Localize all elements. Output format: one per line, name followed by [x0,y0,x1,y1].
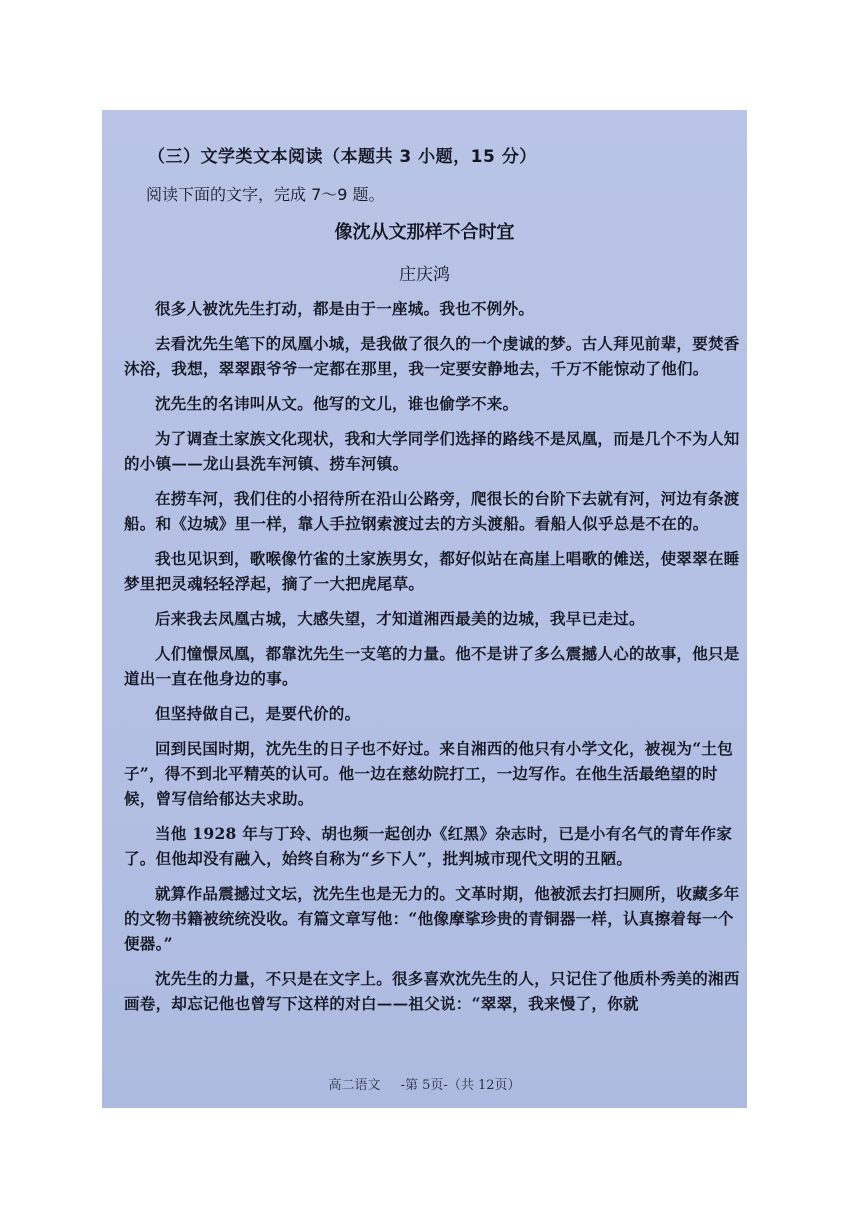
paragraph: 在捞车河，我们住的小招待所在沿山公路旁，爬很长的台阶下去就有河，河边有条渡船。和《边城》里一样，靠人手拉钢索渡过去的方头渡船。看船人似乎总是不在的。 [124,489,740,533]
paragraph: 很多人被沈先生打动，都是由于一座城。我也不例外。 [155,299,535,318]
section-instruction: 阅读下面的文字，完成 7～9 题。 [146,185,385,204]
paragraph: 后来我去凤凰古城，大感失望，才知道湘西最美的边城，我早已走过。 [155,609,645,628]
footer-subject: 高二语文 [328,1078,381,1093]
paragraph: 但坚持做自己，是要代价的。 [155,704,361,723]
article-title: 像沈从文那样不合时宜 [334,222,515,243]
paragraph: 当他 1928 年与丁玲、胡也频一起创办《红黑》杂志时，已是小有名气的青年作家了。但他却没有融入，始终自称为“乡下人”，批判城市现代文明的丑陋。 [124,824,733,868]
paragraph: 沈先生的力量，不只是在文字上。很多喜欢沈先生的人，只记住了他质朴秀美的湘西画卷，却忘记他也曾写下这样的对白——祖父说：“翠翠，我来慢了，你就 [124,969,740,1013]
paragraph: 回到民国时期，沈先生的日子也不好过。来自湘西的他只有小学文化，被视为“土包子”，得不到北平精英的认可。他一边在慈幼院打工，一边写作。在他生活最绝望的时候，曾写信给郁达夫求助。 [124,739,734,808]
page-footer [102,1074,747,1093]
footer-page-number: -第 5页-（共 12页） [400,1078,521,1093]
exam-page [102,110,747,1108]
paragraph: 去看沈先生笔下的凤凰小城，是我做了很久的一个虔诚的梦。古人拜见前辈，要焚香沐浴，我想，翠翠跟爷爷一定都在那里，我一定要安静地去，千万不能惊动了他们。 [124,334,740,378]
section-heading: （三）文学类文本阅读（本题共 3 小题，15 分） [148,147,537,167]
article-author: 庄庆鸿 [399,265,450,285]
paragraph: 人们憧憬凤凰，都靠沈先生一支笔的力量。他不是讲了多么震撼人心的故事，他只是道出一直在他身边的事。 [124,644,740,688]
paragraph: 我也见识到，歌喉像竹雀的土家族男女，都好似站在高崖上唱歌的傩送，使翠翠在睡梦里把灵魂轻轻浮起，摘了一大把虎尾草。 [124,549,740,593]
paragraph: 就算作品震撼过文坛，沈先生也是无力的。文革时期，他被派去打扫厕所，收藏多年的文物书籍被统统没收。有篇文章写他：“他像摩挲珍贵的青铜器一样，认真擦着每一个便器。” [124,884,740,953]
article-body [124,296,740,1026]
paragraph: 为了调查土家族文化现状，我和大学同学们选择的路线不是凤凰，而是几个不为人知的小镇——龙山县洗车河镇、捞车河镇。 [124,429,740,473]
paragraph: 沈先生的名讳叫从文。他写的文儿，谁也偷学不来。 [155,394,519,413]
